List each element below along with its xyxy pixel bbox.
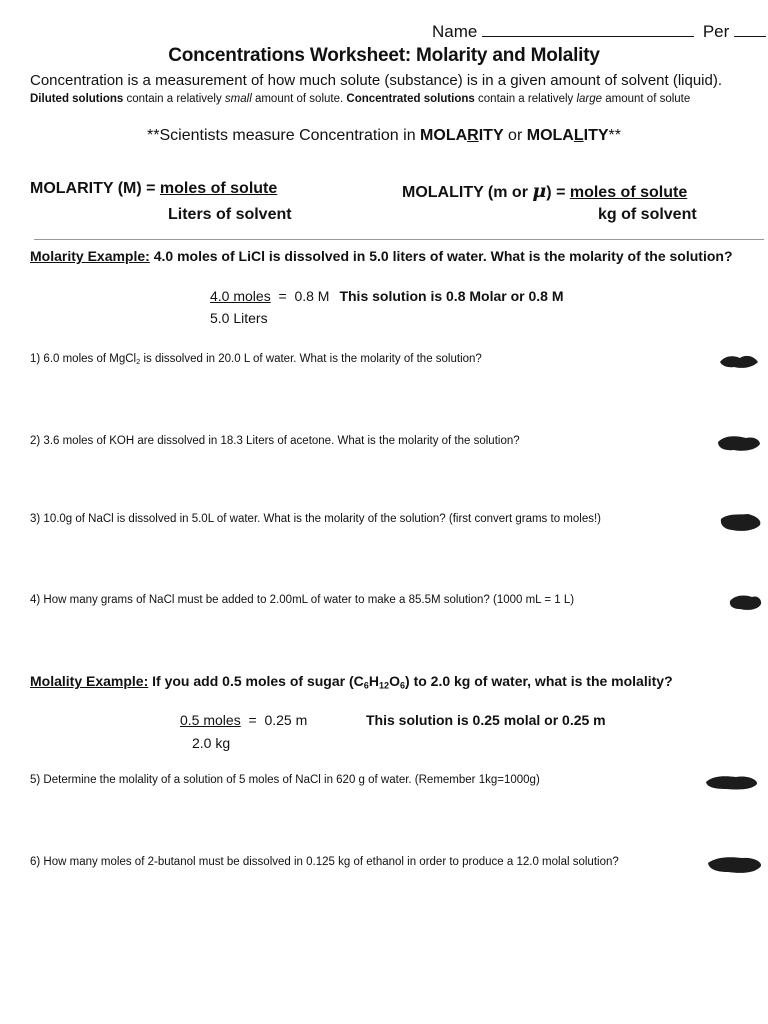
question-6: 6) How many moles of 2-butanol must be dissolved in 0.125 kg of ethanol in order to produce a 12.0 molal solution? bbox=[30, 856, 619, 868]
molarity-label: MOLARITY (M) = bbox=[30, 180, 160, 197]
scientists-statement bbox=[0, 127, 768, 145]
molality-formula bbox=[402, 180, 687, 202]
large-word: large bbox=[576, 93, 603, 105]
intro-definition: Concentration is a measurement of how much solute (substance) is in a given amount of solvent (liquid). bbox=[30, 72, 723, 89]
molality-example: Molality Example: If you add 0.5 moles of sugar $(C_6H_{12}O_6)$ to 2.0 kg of water, what is the molality? bbox=[30, 673, 673, 691]
molarity-calc-result: = 0.8 M bbox=[270, 288, 330, 304]
molarity-example-label: Molarity Example: bbox=[30, 248, 150, 264]
molarity-formula bbox=[30, 180, 277, 198]
question-3: 3) 10.0g of NaCl is dissolved in 5.0L of water. What is the molarity of the solution? (first convert grams to moles!) bbox=[30, 513, 601, 525]
molality-calc-result: = 0.25 m bbox=[240, 712, 308, 728]
intro-text: amount of solute bbox=[602, 93, 691, 105]
molarity-calc-statement: This solution is 0.8 Molar or 0.8 M bbox=[339, 288, 564, 304]
molarity-example bbox=[30, 248, 733, 264]
molality-calc-statement: This solution is 0.25 molal or 0.25 m bbox=[366, 712, 606, 728]
sci-prefix: **Scientists measure Concentration in bbox=[147, 127, 421, 144]
question-2: 2) 3.6 moles of KOH are dissolved in 18.3 Liters of acetone. What is the molarity of the solution? bbox=[30, 435, 520, 447]
intro-text: contain a relatively bbox=[474, 93, 577, 105]
intro-diluted-concentrated bbox=[30, 93, 690, 105]
molarity-calc bbox=[210, 288, 564, 304]
name-blank[interactable] bbox=[482, 36, 694, 37]
molality-label-end: ) = bbox=[546, 184, 570, 201]
answer-4-scribble bbox=[728, 591, 764, 613]
concentrated-term: Concentrated solutions bbox=[346, 93, 475, 105]
diluted-term: Diluted solutions bbox=[30, 93, 124, 105]
answer-6-scribble bbox=[706, 853, 764, 877]
molality-numerator: moles of solute bbox=[569, 184, 688, 201]
molality-word: MOLALITY bbox=[526, 127, 609, 144]
molality-calc bbox=[180, 712, 307, 728]
sci-or: or bbox=[503, 127, 527, 144]
molarity-numerator: moles of solute bbox=[159, 180, 278, 197]
sci-suffix: ** bbox=[608, 127, 621, 144]
name-label: Name bbox=[432, 22, 478, 41]
molality-denominator: kg of solvent bbox=[598, 206, 697, 223]
question-4: 4) How many grams of NaCl must be added to 2.00mL of water to make a 85.5M solution? (1000 mL = 1 L) bbox=[30, 594, 575, 606]
molarity-denominator: Liters of solvent bbox=[168, 206, 292, 223]
molality-calc-denominator: 2.0 kg bbox=[192, 735, 231, 751]
question-5: 5) Determine the molality of a solution of 5 moles of NaCl in 620 g of water. (Remember 1kg=1000g) bbox=[30, 774, 540, 786]
molality-example-label: Molality Example: bbox=[30, 673, 149, 689]
answer-3-scribble bbox=[718, 510, 764, 534]
per-blank[interactable] bbox=[734, 36, 766, 37]
answer-2-scribble bbox=[716, 432, 762, 454]
answer-5-scribble bbox=[704, 771, 760, 793]
question-1: 1) 6.0 moles of MgCl$_2$ is dissolved in 20.0 L of water. What is the molarity of the solution? bbox=[30, 353, 482, 366]
molarity-calc-denominator: 5.0 Liters bbox=[210, 310, 268, 326]
molality-label: MOLALITY (m or bbox=[402, 184, 533, 201]
per-label: Per bbox=[702, 22, 730, 41]
small-word: small bbox=[224, 93, 252, 105]
molarity-calc-numerator: 4.0 moles bbox=[210, 288, 271, 304]
mu-symbol: μ bbox=[532, 180, 547, 202]
page-title: Concentrations Worksheet: Molarity and Molality bbox=[168, 45, 600, 66]
answer-1-scribble bbox=[718, 350, 760, 372]
molarity-example-text: 4.0 moles of LiCl is dissolved in 5.0 liters of water. What is the molarity of the solution? bbox=[149, 248, 733, 264]
header-name-per bbox=[432, 22, 766, 42]
divider bbox=[34, 239, 764, 240]
molality-calc-numerator: 0.5 moles bbox=[180, 712, 241, 728]
molarity-word: MOLARITY bbox=[420, 127, 504, 144]
intro-text: contain a relatively bbox=[123, 93, 225, 105]
intro-text: amount of solute. bbox=[251, 93, 347, 105]
